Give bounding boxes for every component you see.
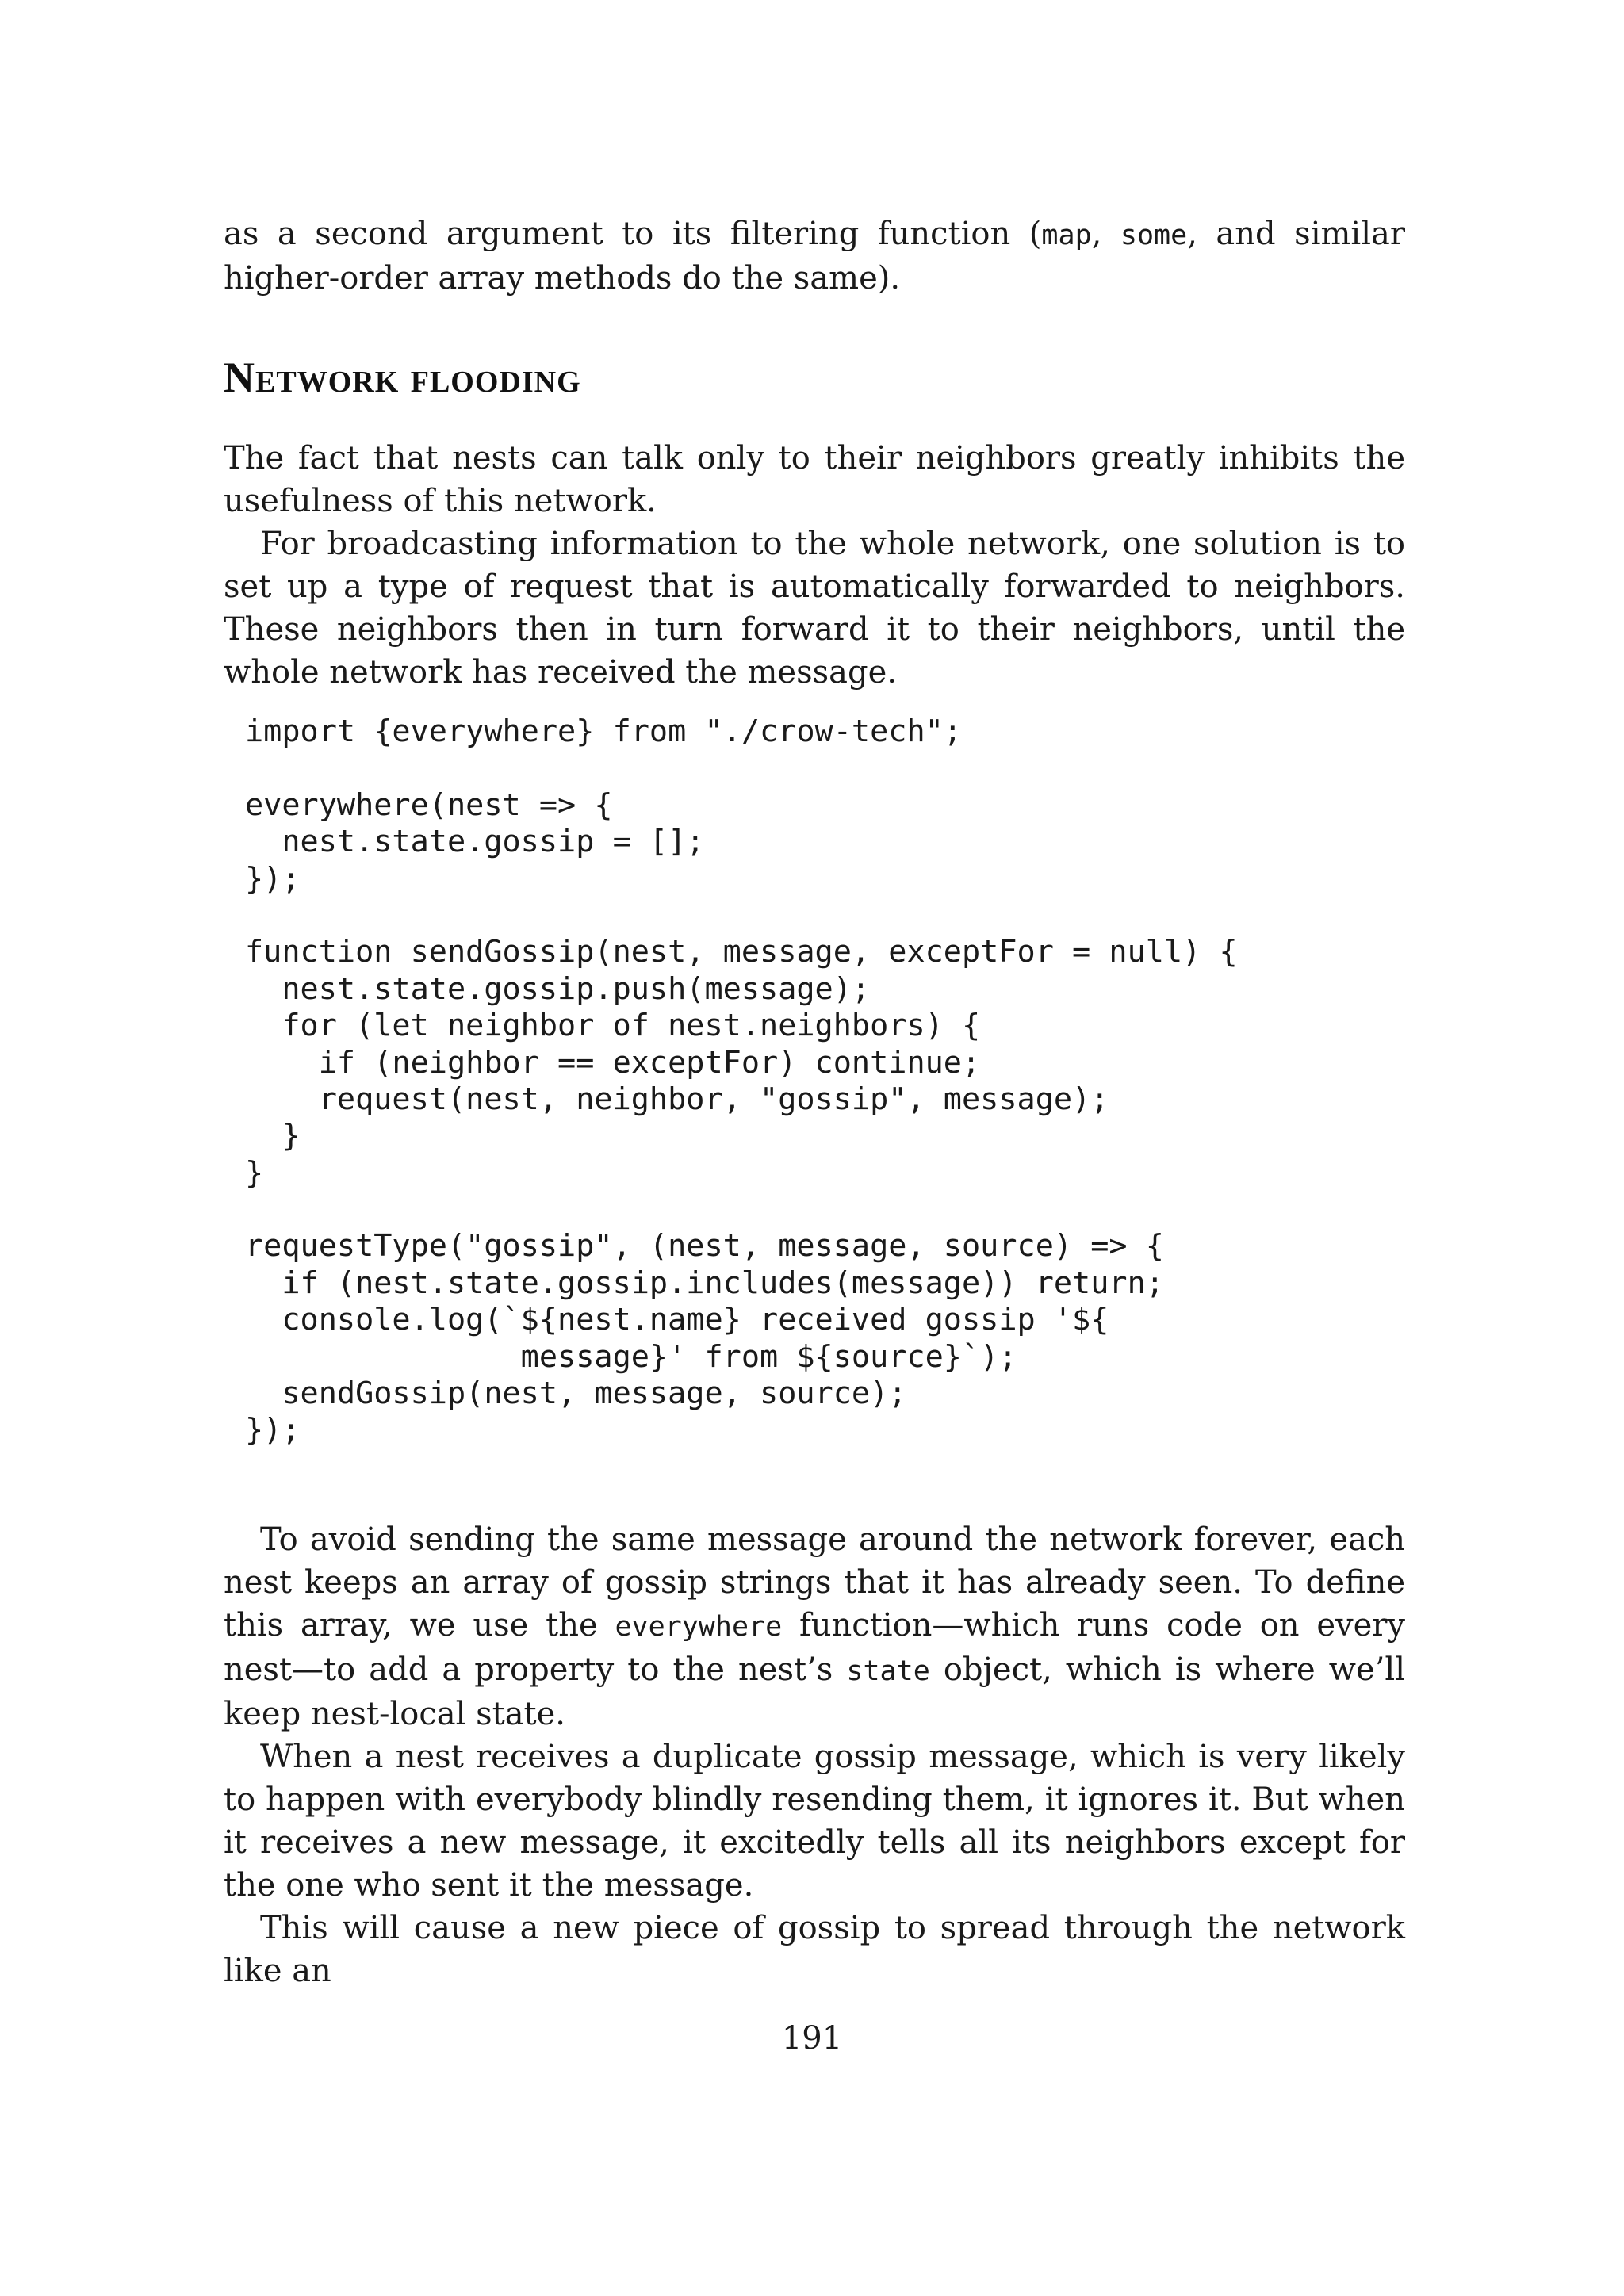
intro-paragraph: [224, 212, 1405, 300]
intro-text-2: ,: [1091, 216, 1120, 252]
code-line: if (nest.state.gossip.includes(message)) return;: [245, 1265, 1164, 1301]
paragraph-3: [224, 1518, 1405, 1735]
body-paragraphs-bottom: [224, 1518, 1405, 1992]
code-line: request(nest, neighbor, "gossip", message);: [245, 1081, 1109, 1117]
page-number: 191: [781, 2020, 843, 2057]
code-line: }: [245, 1154, 264, 1191]
section-heading: Network flooding: [224, 354, 581, 401]
code-line: });: [245, 1412, 301, 1448]
code-line: import {everywhere} from "./crow-tech";: [245, 714, 962, 749]
intro-text-1: as a second argument to its filtering function (: [224, 216, 1042, 252]
intro-paragraph-block: [224, 212, 1405, 300]
inline-code-state: state: [846, 1655, 930, 1687]
paragraph-3-text-1: To avoid sending the same message around the network forever, each nest keeps an array of gossip strings that it has already seen. To define this array, we use the: [224, 1521, 1405, 1644]
paragraph-5: This will cause a new piece of gossip to spread through the network like an: [224, 1910, 1405, 1989]
code-block: [245, 714, 1238, 1449]
code-line: for (let neighbor of nest.neighbors) {: [245, 1008, 981, 1044]
inline-code-some: some: [1120, 220, 1188, 251]
code-line: function sendGossip(nest, message, exceptFor = null) {: [245, 934, 1238, 970]
code-line: everywhere(nest => {: [245, 786, 613, 823]
paragraph-3-text-2: function—which runs code on every nest—to add a property to the nest’s: [224, 1607, 1405, 1688]
code-line: [245, 750, 1238, 786]
code-line: nest.state.gossip.push(message);: [245, 970, 871, 1007]
code-line: [245, 1192, 1238, 1228]
code-line: if (neighbor == exceptFor) continue;: [245, 1044, 981, 1081]
body-paragraphs-top: [224, 437, 1405, 694]
code-line: });: [245, 860, 301, 897]
intro-text-3: , and similar higher-order array methods do the same).: [224, 216, 1405, 297]
paragraph-4: When a nest receives a duplicate gossip message, which is very likely to happen with everybody blindly resending them, it ignores it. But when it receives a new message, it excitedly tells all its neighbors except for the one who sent it the message.: [224, 1739, 1405, 1904]
paragraph-2: For broadcasting information to the whole network, one solution is to set up a type of request that is automatically forwarded to neighbors. These neighbors then in turn forward it to their neighbors, until the whole network has received the message.: [224, 526, 1405, 691]
code-line: nest.state.gossip = [];: [245, 824, 705, 860]
code-line: }: [245, 1118, 301, 1154]
inline-code-map: map: [1041, 220, 1092, 251]
code-line: message}' from ${source}`);: [245, 1338, 1017, 1375]
code-line: [245, 897, 1238, 934]
code-line: requestType("gossip", (nest, message, source) => {: [245, 1228, 1164, 1265]
inline-code-everywhere: everywhere: [615, 1611, 783, 1643]
code-line: console.log(`${nest.name} received gossip '${: [245, 1302, 1109, 1338]
paragraph-1: The fact that nests can talk only to their neighbors greatly inhibits the usefulness of this network.: [224, 440, 1405, 519]
paragraph-3-text-3: object, which is where we’ll keep nest-local state.: [224, 1651, 1406, 1732]
code-line: sendGossip(nest, message, source);: [245, 1376, 907, 1412]
